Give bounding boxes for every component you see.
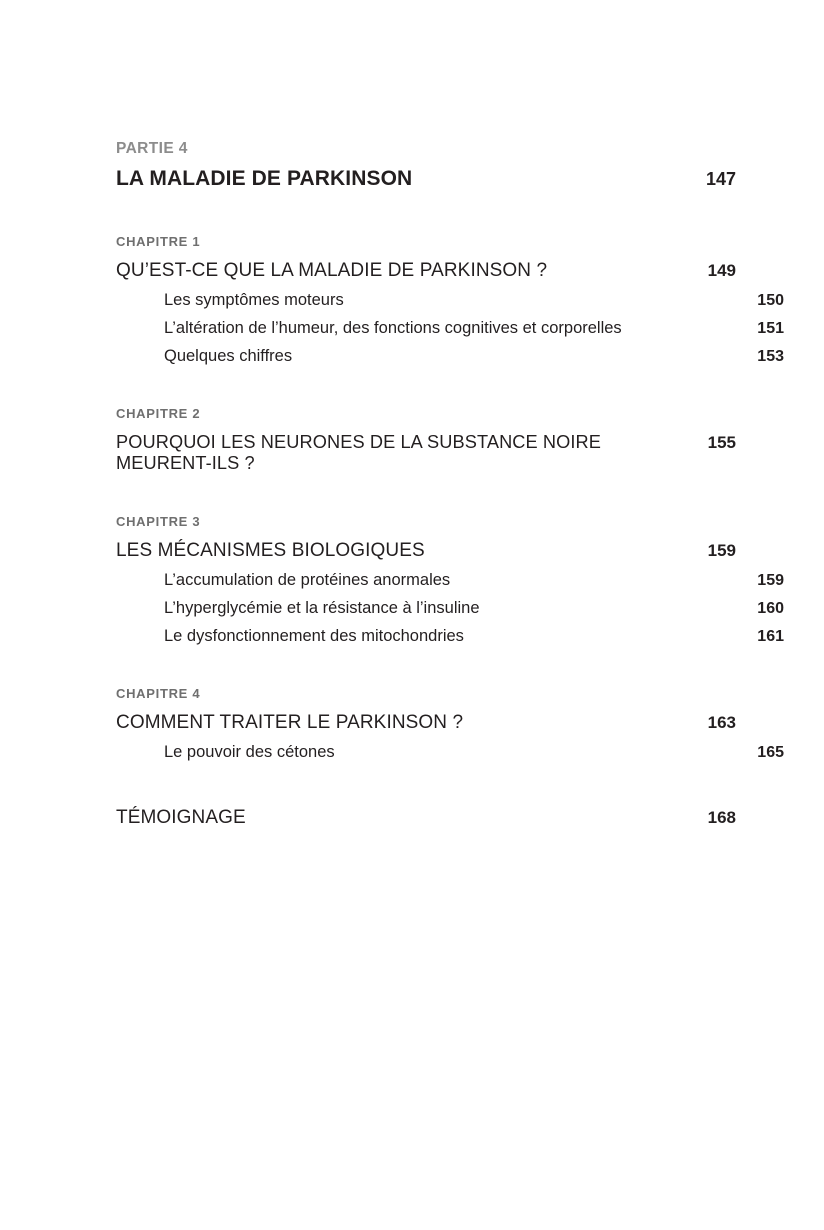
subsection-page-number: 165 (757, 744, 784, 761)
part-heading (116, 140, 736, 191)
subsection-row[interactable] (116, 319, 784, 338)
chapter-label: CHAPITRE 2 (116, 406, 201, 421)
chapter-block (116, 234, 784, 366)
chapter-label: CHAPITRE 1 (116, 234, 201, 249)
subsection-title: L’accumulation de protéines anormales (164, 571, 451, 589)
chapter-title: COMMENT TRAITER LE PARKINSON ? (116, 712, 464, 733)
chapter-title: QU’EST-CE QUE LA MALADIE DE PARKINSON ? (116, 260, 548, 281)
chapter-label: CHAPITRE 4 (116, 686, 201, 701)
subsection-title: Le pouvoir des cétones (164, 743, 335, 761)
part-title-row[interactable] (116, 167, 736, 191)
subsection-row[interactable] (116, 347, 784, 366)
chapter-block (116, 514, 784, 646)
subsection-page-number: 161 (757, 628, 784, 645)
subsection-title: Le dysfonctionnement des mitochondries (164, 627, 464, 645)
subsection-page-number: 151 (757, 320, 784, 337)
subsection-title: L’altération de l’humeur, des fonctions cognitives et corporelles (164, 319, 622, 337)
chapter-title-row[interactable] (116, 260, 736, 282)
testimony-title: TÉMOIGNAGE (116, 807, 246, 828)
chapter-title-row[interactable] (116, 712, 736, 734)
subsection-row[interactable] (116, 743, 784, 762)
subsection-page-number: 153 (757, 348, 784, 365)
chapter-title-row[interactable] (116, 432, 736, 474)
chapter-page-number: 149 (707, 261, 736, 280)
subsection-page-number: 159 (757, 572, 784, 589)
subsection-row[interactable] (116, 627, 784, 646)
subsection-list (116, 743, 784, 762)
subsection-row[interactable] (116, 291, 784, 310)
subsection-page-number: 150 (757, 292, 784, 309)
part-page-number: 147 (705, 169, 736, 189)
subsection-title: L’hyperglycémie et la résistance à l’insuline (164, 599, 480, 617)
subsection-row[interactable] (116, 599, 784, 618)
subsection-list (116, 571, 784, 646)
chapter-block (116, 406, 736, 474)
testimony-row[interactable] (116, 807, 736, 829)
subsection-title: Les symptômes moteurs (164, 291, 344, 309)
chapter-title: POURQUOI LES NEURONES DE LA SUBSTANCE NOIRE MEURENT-ILS ? (116, 432, 602, 473)
chapter-page-number: 163 (707, 713, 736, 732)
subsection-page-number: 160 (757, 600, 784, 617)
chapter-title: LES MÉCANISMES BIOLOGIQUES (116, 540, 425, 561)
chapter-page-number: 155 (707, 433, 736, 452)
part-label: PARTIE 4 (116, 140, 188, 157)
part-title: LA MALADIE DE PARKINSON (116, 167, 413, 190)
chapter-title-row[interactable] (116, 540, 736, 562)
chapter-block (116, 686, 784, 762)
subsection-list (116, 291, 784, 366)
chapter-page-number: 159 (707, 541, 736, 560)
subsection-row[interactable] (116, 571, 784, 590)
testimony-page-number: 168 (707, 808, 736, 827)
chapter-label: CHAPITRE 3 (116, 514, 201, 529)
subsection-title: Quelques chiffres (164, 347, 293, 365)
